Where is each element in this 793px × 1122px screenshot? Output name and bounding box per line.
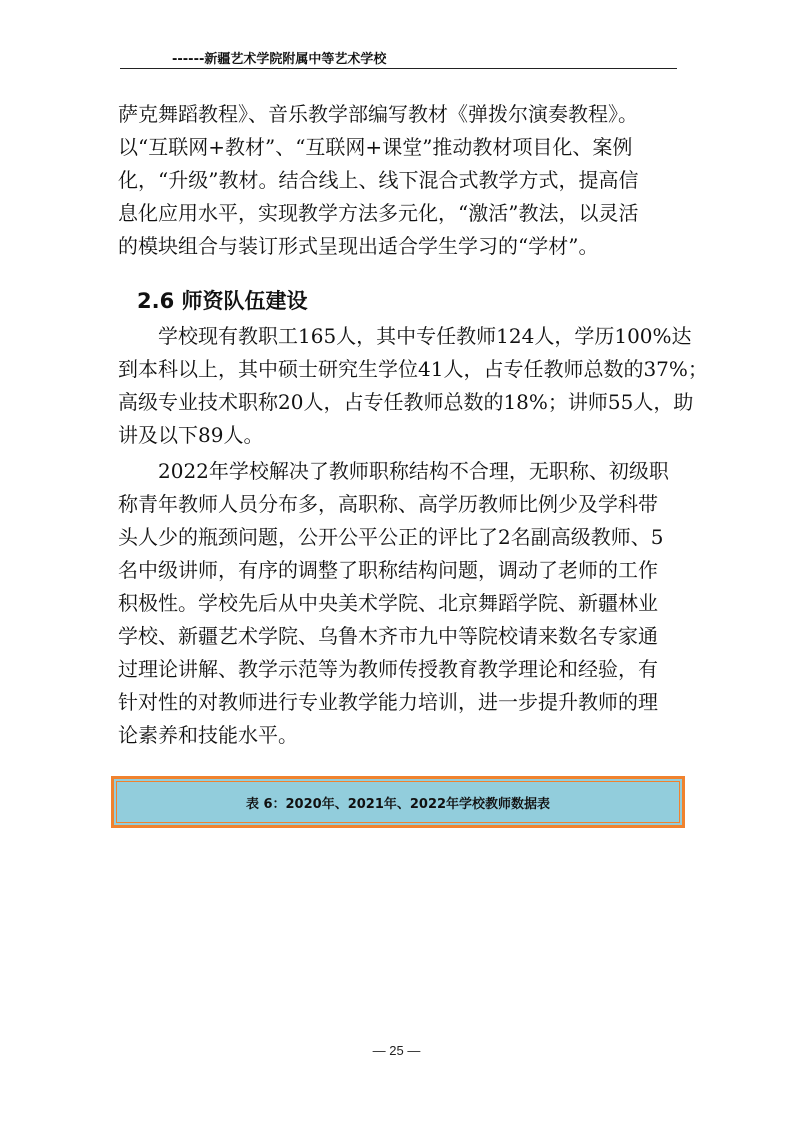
paragraph-line: 过理论讲解、教学示范等为教师传授教育教学理论和经验，有 (118, 657, 658, 681)
paragraph-line: 2022年学校解决了教师职称结构不合理，无职称、初级职 (158, 459, 669, 483)
running-header: ------新疆艺术学院附属中等艺术学校 (172, 52, 387, 67)
paragraph-line: 化，“升级”教材。结合线上、线下混合式教学方式，提高信 (118, 168, 639, 192)
paragraph-line: 的模块组合与装订形式呈现出适合学生学习的“学材”。 (118, 234, 599, 258)
paragraph-line: 萨克舞蹈教程》、音乐教学部编写教材《弹拨尔演奏教程》。 (118, 102, 638, 126)
header-rule (120, 68, 677, 69)
paragraph-line: 高级专业技术职称20人，占专任教师总数的18%；讲师55人，助 (118, 390, 694, 414)
table-caption (111, 776, 685, 828)
paragraph-line: 针对性的对教师进行专业教学能力培训，进一步提升教师的理 (118, 690, 658, 714)
paragraph-line: 积极性。学校先后从中央美术学院、北京舞蹈学院、新疆林业 (118, 591, 658, 615)
paragraph-line: 到本科以上，其中硕士研究生学位41人，占专任教师总数的37%； (118, 357, 708, 381)
paragraph-line: 论素养和技能水平。 (118, 723, 298, 747)
section-heading: 2.6 师资队伍建设 (137, 289, 308, 313)
paragraph-line: 头人少的瓶颈问题，公开公平公正的评比了2名副高级教师、5 (118, 525, 664, 549)
table-caption-text: 表 6：2020年、2021年、2022年学校教师数据表 (245, 796, 551, 812)
paragraph-line: 学校、新疆艺术学院、乌鲁木齐市九中等院校请来数名专家通 (118, 624, 658, 648)
paragraph-line: 名中级讲师，有序的调整了职称结构问题，调动了老师的工作 (118, 558, 658, 582)
paragraph-line: 息化应用水平，实现教学方法多元化，“激活”教法，以灵活 (118, 201, 639, 225)
paragraph-line: 以“互联网+教材”、“互联网+课堂”推动教材项目化、案例 (118, 135, 633, 159)
paragraph-line: 称青年教师人员分布多，高职称、高学历教师比例少及学科带 (118, 492, 658, 516)
paragraph-line: 讲及以下89人。 (118, 423, 264, 447)
paragraph-line: 学校现有教职工165人，其中专任教师124人，学历100%达 (158, 324, 692, 348)
page-number: — 25 — (372, 1043, 421, 1058)
